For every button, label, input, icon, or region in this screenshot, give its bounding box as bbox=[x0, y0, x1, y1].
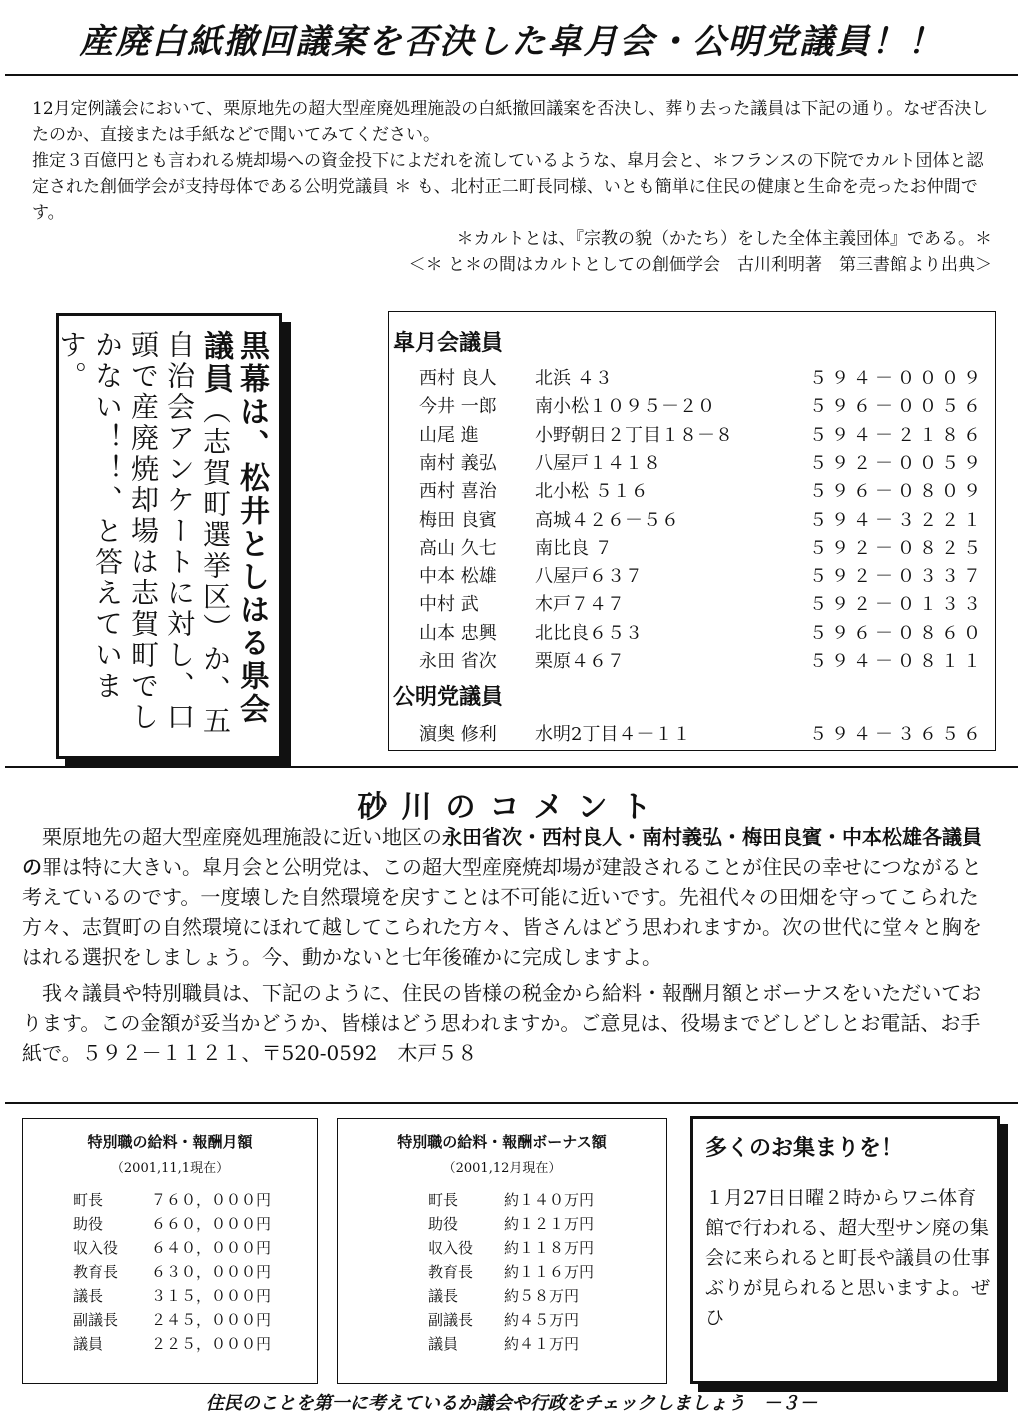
salary-row bbox=[23, 1213, 317, 1235]
salary-amount: 約１１６万円 bbox=[504, 1263, 595, 1281]
member-phone: ５９６－０８０９ bbox=[809, 481, 985, 503]
member-address: 南小松１０９５－２０ bbox=[535, 396, 715, 418]
salary-role: 助役 bbox=[428, 1215, 459, 1233]
salary-amount: ６３０，０００円 bbox=[151, 1263, 272, 1281]
monthly-title: 特別職の給料・報酬月額 bbox=[87, 1133, 253, 1151]
salary-role: 議長 bbox=[428, 1287, 459, 1305]
salary-amount: 約１２１万円 bbox=[504, 1215, 595, 1233]
salary-row bbox=[23, 1189, 317, 1211]
bonus-date: （2001,12月現在） bbox=[442, 1161, 562, 1176]
member-phone: ５９２－０８２５ bbox=[809, 537, 985, 559]
member-name: 西村 良人 bbox=[419, 368, 497, 389]
komei-heading: 公明党議員 bbox=[393, 685, 504, 710]
member-row bbox=[419, 477, 989, 505]
salary-role: 副議長 bbox=[73, 1311, 119, 1329]
salary-amount: ２２５，０００円 bbox=[151, 1335, 272, 1353]
vertical-notice-bold: 黒幕は、松井としはる県会議員 bbox=[198, 330, 269, 726]
member-name: 山本 忠興 bbox=[419, 622, 497, 644]
headline: 産廃白紙撤回議案を否決した皐月会・公明党議員！！ bbox=[79, 22, 944, 62]
salary-row bbox=[23, 1333, 317, 1355]
intro-paragraph-1: 12月定例議会において、栗原地先の超大型産廃処理施設の白紙撤回議案を否決し、葬り去った議員は下記の通り。なぜ否決したのか、直接または手紙などで聞いてみてください。 bbox=[32, 99, 989, 145]
salary-role: 収入役 bbox=[73, 1239, 119, 1257]
salary-role: 町長 bbox=[428, 1191, 459, 1209]
footer: 住民のことを第一に考えているか議会や行政をチェックしましょう －３－ bbox=[205, 1393, 818, 1414]
member-address: 木戸７４７ bbox=[535, 594, 625, 616]
council-members-box bbox=[388, 311, 996, 751]
gathering-box bbox=[690, 1116, 1000, 1384]
comment-p1-bold: 永田省次・西村良人・南村義弘・梅田良賓・中本松雄各議員の bbox=[22, 825, 982, 879]
bonus-title: 特別職の給料・報酬ボーナス額 bbox=[397, 1133, 607, 1151]
salary-role: 助役 bbox=[73, 1215, 104, 1233]
salary-amount: ３１５，０００円 bbox=[151, 1287, 272, 1305]
salary-role: 町長 bbox=[73, 1191, 104, 1209]
member-row bbox=[419, 392, 989, 420]
member-address: 栗原４６７ bbox=[535, 651, 625, 672]
salary-amount: ７６０，０００円 bbox=[151, 1191, 272, 1209]
member-row bbox=[419, 562, 989, 590]
salary-row bbox=[338, 1333, 666, 1355]
member-phone: ５９６－００５６ bbox=[809, 396, 985, 418]
salary-role: 議員 bbox=[73, 1335, 104, 1353]
salary-row bbox=[23, 1285, 317, 1307]
member-address: 北比良６５３ bbox=[535, 622, 643, 644]
member-row bbox=[419, 421, 989, 449]
salary-row bbox=[338, 1285, 666, 1307]
member-phone: ５９４－３２２１ bbox=[809, 509, 985, 531]
salary-row bbox=[338, 1309, 666, 1331]
member-row bbox=[419, 534, 989, 562]
member-row bbox=[419, 506, 989, 534]
comment-p1-rest: 罪は特に大きい。皐月会と公明党は、この超大型産廃焼却場が建設されることが住民の幸せにつながると考えているのです。一度壊した自然環境を戻すことは不可能に近いです。先祖代々の田畑を守ってこられた方々、志賀町の自然環境にほれて越してこられた方々、皆さんはどう思われますか。次の世代に堂々と胸をはれる選択をしましょう。今、動かないと七年後確かに完成しますよ。 bbox=[22, 855, 982, 969]
satsuki-heading: 皐月会議員 bbox=[393, 331, 504, 356]
section-rule bbox=[5, 766, 1018, 768]
salary-row bbox=[23, 1309, 317, 1331]
member-address: 高城４２６－５６ bbox=[535, 509, 679, 531]
member-phone: ５９２－０１３３ bbox=[809, 594, 985, 616]
member-name: 西村 喜治 bbox=[419, 481, 497, 503]
headline-rule bbox=[5, 74, 1018, 76]
member-name: 永田 省次 bbox=[419, 651, 497, 672]
monthly-date: （2001,11,1現在） bbox=[110, 1161, 230, 1176]
member-row bbox=[419, 619, 989, 647]
salary-row bbox=[23, 1237, 317, 1259]
comment-paragraph-2: 我々議員や特別職員は、下記のように、住民の皆様の税金から給料・報酬月額とボーナスをいただいております。この金額が妥当かどうか、皆様はどう思われますか。ご意見は、役場までどしどしとお電話、お手紙で。５９２－１１２１、〒520-0592 木戸５８ bbox=[22, 981, 982, 1065]
member-address: 八屋戸１４１８ bbox=[535, 452, 661, 474]
salary-row bbox=[338, 1189, 666, 1211]
salary-role: 収入役 bbox=[428, 1239, 474, 1257]
intro-note-1: ＊カルトとは、『宗教の貌（かたち）をした全体主義団体』である。＊ bbox=[456, 229, 992, 249]
vertical-notice-rest: （志賀町選挙区）か、五自治会アンケートに対し、口頭で産廃焼却場は志賀町でしかない！！、と答えています。 bbox=[55, 330, 232, 737]
salary-amount: 約４５万円 bbox=[504, 1311, 580, 1329]
salary-role: 議員 bbox=[428, 1335, 459, 1353]
gathering-body: １月27日日曜２時からワニ体育館で行われる、超大型サン廃の集会に来られると町長や議員の仕事ぶりが見られると思いますよ。ぜひ bbox=[705, 1187, 991, 1329]
member-address: 水明2丁目４－１１ bbox=[535, 724, 691, 745]
member-address: 南比良 ７ bbox=[535, 537, 613, 559]
vertical-notice-text bbox=[53, 330, 269, 742]
intro-paragraph-2: 推定３百億円とも言われる焼却場への資金投下によだれを流しているような、皐月会と、＊フランスの下院でカルト団体と認定された創価学会が支持母体である公明党議員 ＊ も、北村正二町長同様、いとも簡単に住民の健康と生命を売ったお仲間です。 bbox=[32, 151, 984, 223]
member-name: 中本 松雄 bbox=[419, 566, 497, 588]
member-row bbox=[419, 449, 989, 477]
member-phone: ５９４－３６５６ bbox=[809, 724, 985, 745]
member-address: 小野朝日２丁目１８－８ bbox=[535, 424, 733, 446]
member-phone: ５９２－０３３７ bbox=[809, 566, 985, 588]
salary-role: 教育長 bbox=[73, 1263, 119, 1281]
comment-paragraph-1 bbox=[22, 822, 1000, 972]
salary-role: 教育長 bbox=[428, 1263, 474, 1281]
gathering-title: 多くのお集まりを！ bbox=[705, 1136, 904, 1161]
salary-amount: 約１４０万円 bbox=[504, 1191, 595, 1209]
salary-amount: ２４５，０００円 bbox=[151, 1311, 272, 1329]
bonus-box bbox=[337, 1118, 667, 1384]
member-row bbox=[419, 647, 989, 675]
comment-section bbox=[22, 822, 1000, 1068]
member-phone: ５９４－２１８６ bbox=[809, 424, 985, 446]
member-address: 八屋戸６３７ bbox=[535, 566, 643, 588]
vertical-notice-box bbox=[56, 313, 282, 759]
salary-role: 議長 bbox=[73, 1287, 104, 1305]
salary-amount: ６４０，０００円 bbox=[151, 1239, 272, 1257]
salary-row bbox=[338, 1213, 666, 1235]
member-name: 今井 一郎 bbox=[419, 396, 497, 418]
member-name: 南村 義弘 bbox=[419, 452, 497, 474]
salary-row bbox=[338, 1261, 666, 1283]
member-row bbox=[419, 590, 989, 618]
comment-title: 砂川のコメント bbox=[357, 790, 666, 825]
member-name: 梅田 良賓 bbox=[419, 509, 497, 531]
member-phone: ５９４－０８１１ bbox=[809, 651, 985, 672]
lower-rule bbox=[5, 1102, 1018, 1104]
salary-role: 副議長 bbox=[428, 1311, 474, 1329]
member-row bbox=[419, 720, 989, 748]
member-phone: ５９６－０８６０ bbox=[809, 622, 985, 644]
member-name: 高山 久七 bbox=[419, 537, 497, 559]
member-name: 濵奥 修利 bbox=[419, 724, 497, 745]
intro-section bbox=[32, 96, 992, 278]
monthly-salary-box bbox=[22, 1118, 318, 1384]
salary-amount: 約１１８万円 bbox=[504, 1239, 595, 1257]
member-name: 山尾 進 bbox=[419, 424, 479, 446]
salary-row bbox=[338, 1237, 666, 1259]
salary-amount: 約４１万円 bbox=[504, 1335, 580, 1353]
member-address: 北浜 ４３ bbox=[535, 368, 613, 389]
member-phone: ５９２－００５９ bbox=[809, 452, 985, 474]
salary-row bbox=[23, 1261, 317, 1283]
comment-p1-lead: 栗原地先の超大型産廃処理施設に近い地区の bbox=[42, 825, 442, 849]
member-address: 北小松 ５１６ bbox=[535, 481, 649, 503]
salary-amount: 約５８万円 bbox=[504, 1287, 580, 1305]
salary-amount: ６６０，０００円 bbox=[151, 1215, 272, 1233]
member-phone: ５９４－０００９ bbox=[809, 368, 985, 389]
intro-note-2: ＜＊ と＊の間はカルトとしての創価学会 古川利明著 第三書館より出典＞ bbox=[408, 255, 992, 275]
member-row bbox=[419, 364, 989, 392]
member-name: 中村 武 bbox=[419, 594, 479, 616]
